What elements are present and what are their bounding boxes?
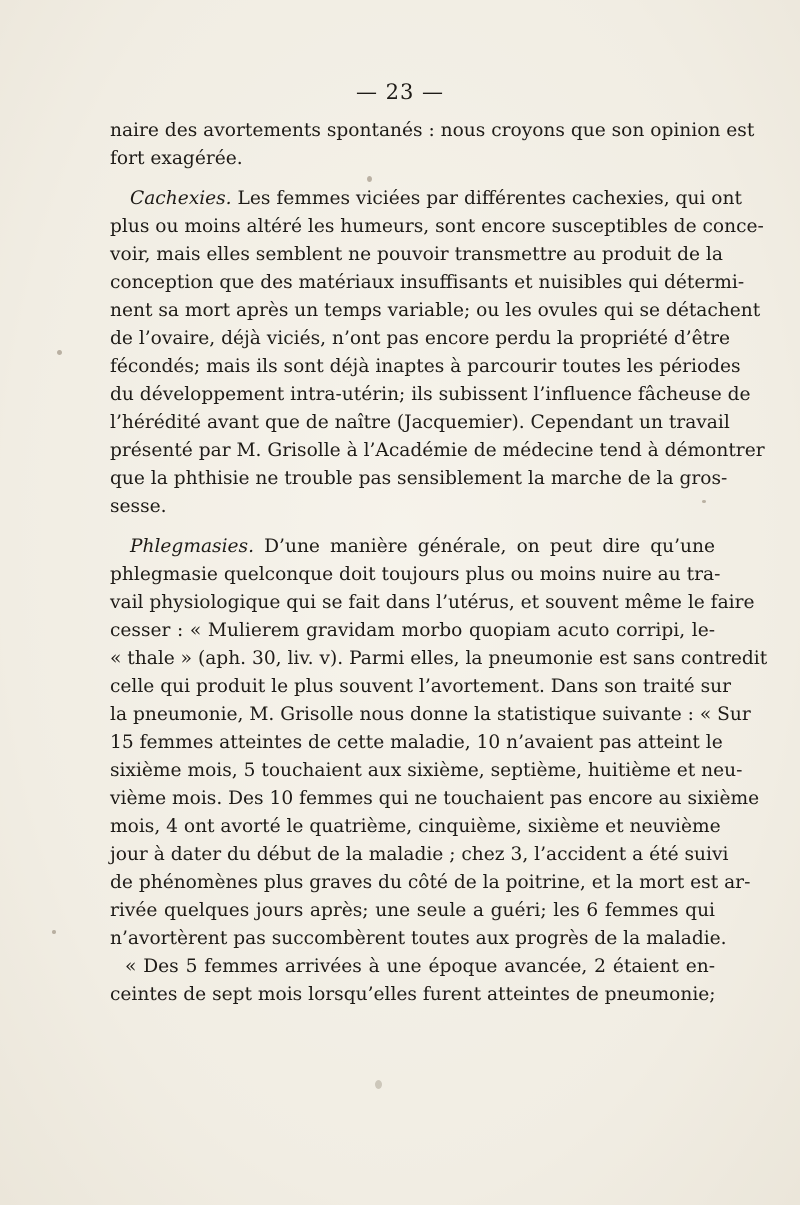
- text-line: « thale » (aph. 30, liv. v). Parmi elles, la pneumonie est sans contredit: [110, 648, 768, 669]
- text-line: « Des 5 femmes arrivées à une époque avancée, 2 étaient en-: [125, 956, 715, 977]
- text-line: 15 femmes atteintes de cette maladie, 10 n’avaient pas atteint le: [110, 732, 723, 753]
- text-line: fécondés; mais ils sont déjà inaptes à parcourir toutes les périodes: [110, 356, 741, 377]
- text-line: nent sa mort après un temps variable; ou les ovules qui se détachent: [110, 300, 761, 321]
- text-line: celle qui produit le plus souvent l’avortement. Dans son traité sur: [110, 676, 732, 697]
- text-line: sesse.: [110, 496, 167, 517]
- text-line: n’avortèrent pas succombèrent toutes aux progrès de la maladie.: [110, 928, 727, 949]
- text-line: présenté par M. Grisolle à l’Académie de médecine tend à démontrer: [110, 440, 765, 461]
- paper-speck: [367, 176, 372, 182]
- text-line: du développement intra-utérin; ils subissent l’influence fâcheuse de: [110, 384, 751, 405]
- text-line: de phénomènes plus graves du côté de la poitrine, et la mort est ar-: [110, 872, 751, 893]
- text-line: vième mois. Des 10 femmes qui ne touchaient pas encore au sixième: [110, 788, 760, 809]
- text-line: plus ou moins altéré les humeurs, sont encore susceptibles de conce-: [110, 216, 764, 237]
- section-heading-cachexies: Cachexies.: [130, 188, 232, 209]
- text-line: naire des avortements spontanés : nous croyons que son opinion est: [110, 120, 755, 141]
- section-heading-phlegmasies: Phlegmasies.: [130, 536, 255, 557]
- text-line: la pneumonie, M. Grisolle nous donne la statistique suivante : « Sur: [110, 704, 751, 725]
- text-line: ceintes de sept mois lorsqu’elles furent atteintes de pneumonie;: [110, 984, 716, 1005]
- paper-speck: [702, 500, 706, 503]
- paper-speck: [375, 1080, 382, 1089]
- page-number: — 23 —: [355, 80, 445, 104]
- text-line: vail physiologique qui se fait dans l’utérus, et souvent même le faire: [110, 592, 755, 613]
- text-line: voir, mais elles semblent ne pouvoir transmettre au produit de la: [110, 244, 723, 265]
- text-line: phlegmasie quelconque doit toujours plus ou moins nuire au tra-: [110, 564, 721, 585]
- paragraph-phlegmasies-start: Phlegmasies. D’une manière générale, on peut dire qu’une: [130, 536, 715, 557]
- text-line: l’hérédité avant que de naître (Jacquemier). Cependant un travail: [110, 412, 730, 433]
- text-line: jour à dater du début de la maladie ; chez 3, l’accident a été suivi: [110, 844, 729, 865]
- text-line: de l’ovaire, déjà viciés, n’ont pas encore perdu la propriété d’être: [110, 328, 731, 349]
- text-line: rivée quelques jours après; une seule a guéri; les 6 femmes qui: [110, 900, 715, 921]
- text-line: que la phthisie ne trouble pas sensiblement la marche de la gros-: [110, 468, 728, 489]
- paper-speck: [57, 350, 62, 355]
- paper-speck: [52, 930, 56, 934]
- text-line: conception que des matériaux insuffisants et nuisibles qui détermi-: [110, 272, 745, 293]
- paragraph-cachexies-start: Cachexies. Les femmes viciées par différentes cachexies, qui ont: [130, 188, 742, 209]
- text-line: sixième mois, 5 touchaient aux sixième, septième, huitième et neu-: [110, 760, 743, 781]
- text-line: cesser : « Mulierem gravidam morbo quopiam acuto corripi, le-: [110, 620, 715, 641]
- text-line: mois, 4 ont avorté le quatrième, cinquième, sixième et neuvième: [110, 816, 721, 837]
- text-line: fort exagérée.: [110, 148, 243, 169]
